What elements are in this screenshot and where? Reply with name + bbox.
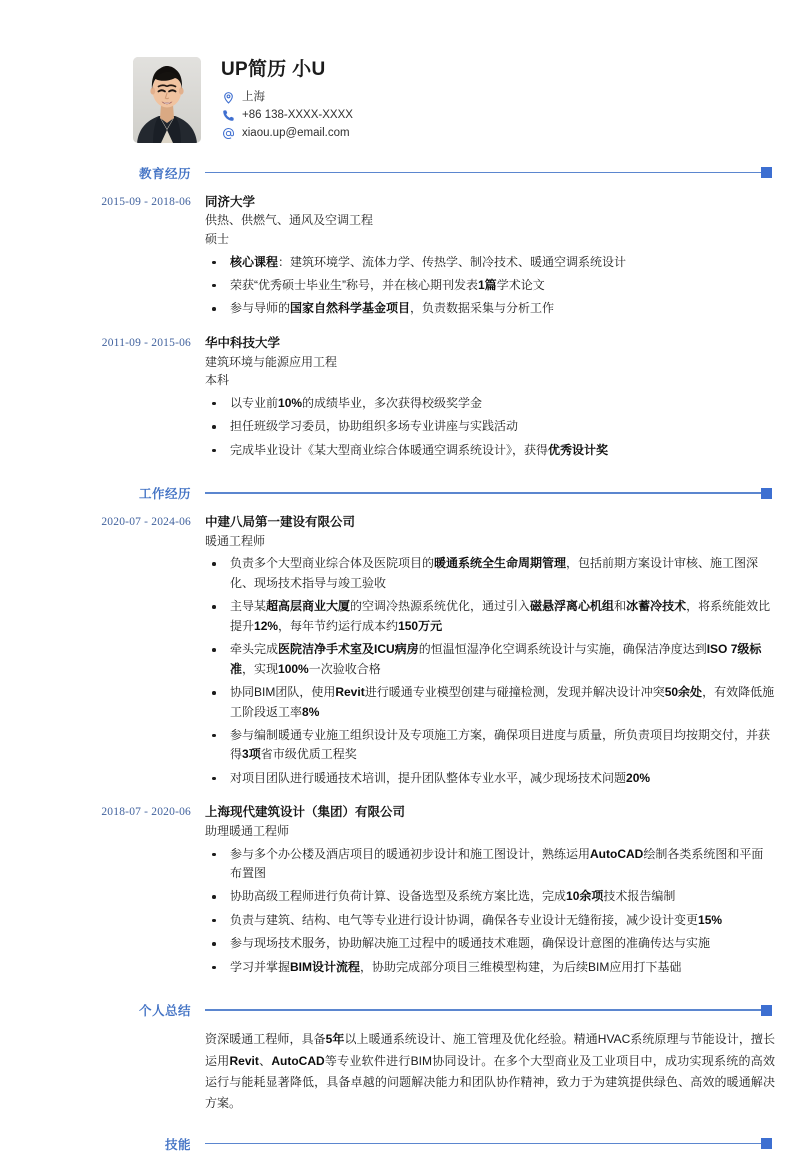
entry-major: 助理暖通工程师 [205,824,290,839]
entry-organization: 华中科技大学 [205,335,281,350]
location-pin-icon [221,90,235,104]
entry-organization: 上海现代建筑设计（集团）有限公司 [205,805,406,820]
entry-date: 2020-07 - 2024-06 [101,516,191,529]
section-divider [205,492,761,494]
entry [0,334,800,464]
entry-bullet-list [205,554,775,788]
bullet-item: 负责与建筑、结构、电气等专业进行设计协调，确保各专业设计无缝衔接，减少设计变更15% [205,911,775,930]
entry-bullet-list [205,253,775,319]
entry-bullet-list [205,845,775,978]
entry-body [205,513,800,792]
at-email-icon [221,126,235,140]
entry-major: 供热、供燃气、通风及空调工程 [205,213,374,228]
section-divider [205,172,761,174]
section-divider [205,1143,761,1145]
entry-degree: 本科 [205,373,230,388]
bullet-item: 核心课程：建筑环境学、流体力学、传热学、制冷技术、暖通空调系统设计 [205,253,775,272]
resume-header [0,0,800,144]
contact-phone-text: +86 138-XXXX-XXXX [242,108,353,121]
bullet-item: 主导某超高层商业大厦的空调冷热源系统优化，通过引入磁悬浮离心机组和冰蓄冷技术，将系统能效比提升12%，每年节约运行成本约150万元 [205,597,775,636]
bullet-item: 参与导师的国家自然科学基金项目，负责数据采集与分析工作 [205,299,775,318]
entry-body [205,193,800,323]
entry-date: 2015-09 - 2018-06 [101,195,191,208]
entry-major: 暖通工程师 [205,533,266,548]
section-title-skills: 技能 [164,1137,191,1152]
bullet-item: 担任班级学习委员，协助组织多场专业讲座与实践活动 [205,417,775,436]
entry-bullet-list [205,394,775,460]
section-title-education: 教育经历 [138,166,191,181]
entry-organization: 同济大学 [205,194,256,209]
summary-text: 资深暖通工程师，具备5年以上暖通系统设计、施工管理及优化经验。精通HVAC系统原理与节能设计，擅长运用Revit、AutoCAD等专业软件进行BIM协同设计。在多个大型商业及工业项目中，成功实现系统的高效运行与能耗显著降低，具备卓越的问题解决能力和团队协作精神，致力于为建筑提供绿色、高效的暖通解决方案。 [205,1032,775,1111]
bullet-item: 协助高级工程师进行负荷计算、设备选型及系统方案比选，完成10余项技术报告编制 [205,887,775,906]
entry-body [205,803,800,981]
entry-date: 2011-09 - 2015-06 [101,336,191,349]
avatar [133,57,201,143]
header-info [221,57,353,144]
contact-location-text: 上海 [242,90,265,103]
bullet-item: 对项目团队进行暖通技术培训，提升团队整体专业水平，减少现场技术问题20% [205,769,775,788]
section-header-summary [0,1001,800,1019]
bullet-item: 协同BIM团队，使用Revit进行暖通专业模型创建与碰撞检测，发现并解决设计冲突50余处，有效降低施工阶段返工率8% [205,683,775,722]
entry-body [205,334,800,464]
section-divider [205,1009,761,1011]
bullet-item: 完成毕业设计《某大型商业综合体暖通空调系统设计》，获得优秀设计奖 [205,441,775,460]
bullet-item: 牵头完成医院洁净手术室及ICU病房的恒温恒湿净化空调系统设计与实施，确保洁净度达到ISO 7级标准，实现100%一次验收合格 [205,640,775,679]
contact-location [221,90,353,105]
phone-icon [221,108,235,122]
entry [0,513,800,792]
section-end-marker [761,167,772,178]
entry [0,193,800,323]
section-header-skills [0,1135,800,1153]
page-title: UP简历 小U [221,59,326,80]
bullet-item: 参与现场技术服务，协助解决施工过程中的暖通技术难题，确保设计意图的准确传达与实施 [205,934,775,953]
contact-email-text: xiaou.up@email.com [242,126,350,139]
entry-organization: 中建八局第一建设有限公司 [205,515,356,530]
bullet-item: 以专业前10%的成绩毕业，多次获得校级奖学金 [205,394,775,413]
entry-date: 2018-07 - 2020-06 [101,806,191,819]
section-end-marker [761,488,772,499]
contact-phone [221,108,353,123]
bullet-item: 参与编制暖通专业施工组织设计及专项施工方案，确保项目进度与质量，所负责项目均按期交付，并获得3项省市级优质工程奖 [205,726,775,765]
entry [0,803,800,981]
summary-body [0,1029,800,1114]
section-title-work: 工作经历 [138,487,191,502]
entry-degree: 硕士 [205,231,230,246]
bullet-item: 学习并掌握BIM设计流程，协助完成部分项目三维模型构建，为后续BIM应用打下基础 [205,958,775,977]
entry-major: 建筑环境与能源应用工程 [205,354,338,369]
section-header-work [0,484,800,502]
section-end-marker [761,1005,772,1016]
bullet-item: 荣获“优秀硕士毕业生”称号，并在核心期刊发表1篇学术论文 [205,276,775,295]
section-title-summary: 个人总结 [138,1004,191,1019]
bullet-item: 负责多个大型商业综合体及医院项目的暖通系统全生命周期管理，包括前期方案设计审核、施工图深化、现场技术指导与竣工验收 [205,554,775,593]
section-end-marker [761,1138,772,1149]
contact-email [221,126,353,141]
section-header-education [0,164,800,182]
bullet-item: 参与多个办公楼及酒店项目的暖通初步设计和施工图设计，熟练运用AutoCAD绘制各类系统图和平面布置图 [205,845,775,884]
resume-sections [0,164,800,1153]
